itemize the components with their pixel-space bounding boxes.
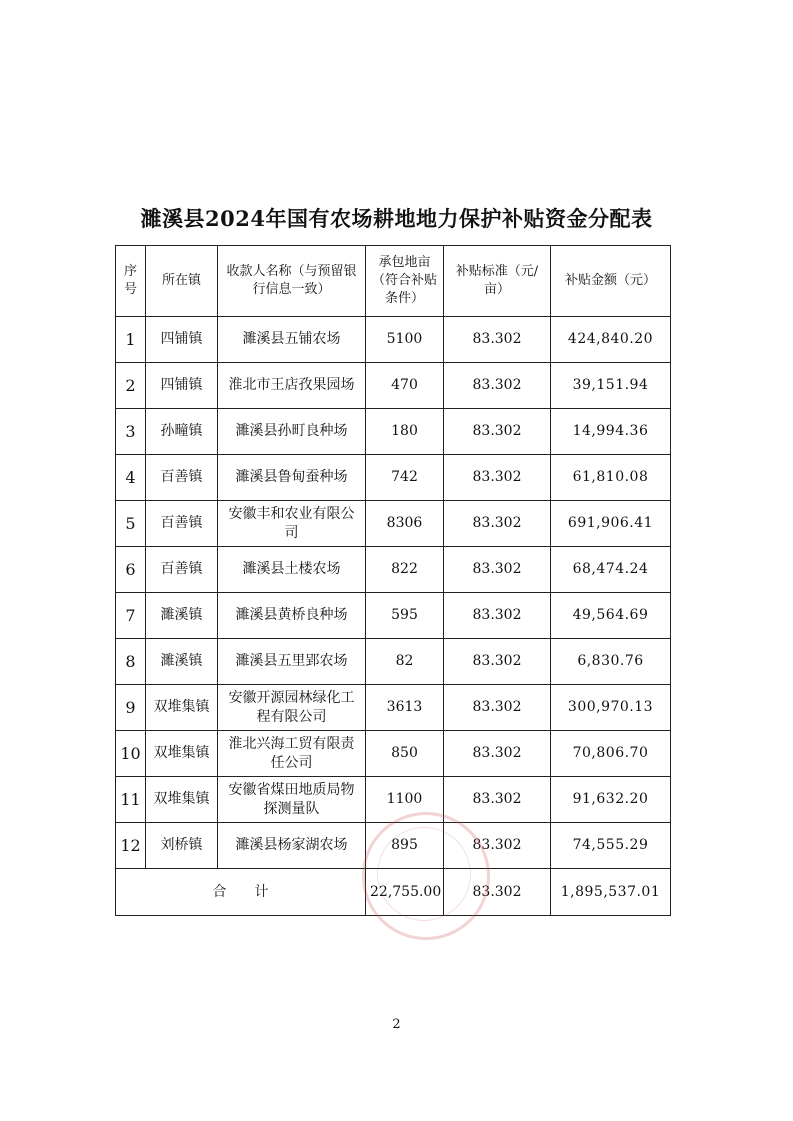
table-row (116, 363, 671, 409)
cell-standard: 83.302 (444, 639, 551, 685)
header-area: 承包地亩（符合补贴条件） (366, 246, 444, 317)
cell-town: 百善镇 (146, 455, 218, 501)
cell-amount: 300,970.13 (551, 685, 671, 731)
cell-standard: 83.302 (444, 501, 551, 547)
header-town: 所在镇 (146, 246, 218, 317)
cell-amount: 39,151.94 (551, 363, 671, 409)
cell-standard: 83.302 (444, 685, 551, 731)
header-payee: 收款人名称（与预留银行信息一致） (218, 246, 366, 317)
cell-payee: 濉溪县黄桥良种场 (218, 593, 366, 639)
table-row (116, 409, 671, 455)
table-row (116, 731, 671, 777)
cell-amount: 6,830.76 (551, 639, 671, 685)
cell-standard: 83.302 (444, 455, 551, 501)
cell-seq: 11 (116, 777, 146, 823)
cell-standard: 83.302 (444, 363, 551, 409)
cell-payee: 淮北市王店孜果园场 (218, 363, 366, 409)
header-amount: 补贴金额（元） (551, 246, 671, 317)
cell-seq: 12 (116, 823, 146, 869)
cell-seq: 4 (116, 455, 146, 501)
cell-payee: 濉溪县杨家湖农场 (218, 823, 366, 869)
cell-amount: 424,840.20 (551, 317, 671, 363)
cell-town: 濉溪镇 (146, 593, 218, 639)
cell-payee: 安徽开源园林绿化工程有限公司 (218, 685, 366, 731)
cell-standard: 83.302 (444, 547, 551, 593)
cell-amount: 691,906.41 (551, 501, 671, 547)
cell-area: 8306 (366, 501, 444, 547)
cell-payee: 濉溪县土楼农场 (218, 547, 366, 593)
cell-payee: 濉溪县五铺农场 (218, 317, 366, 363)
cell-payee: 濉溪县孙町良种场 (218, 409, 366, 455)
cell-standard: 83.302 (444, 823, 551, 869)
table-header-row (116, 246, 671, 317)
cell-town: 双堆集镇 (146, 685, 218, 731)
cell-seq: 3 (116, 409, 146, 455)
cell-town: 孙疃镇 (146, 409, 218, 455)
cell-seq: 7 (116, 593, 146, 639)
cell-town: 濉溪镇 (146, 639, 218, 685)
document-title: 濉溪县2024年国有农场耕地地力保护补贴资金分配表 (140, 206, 653, 231)
table-row (116, 639, 671, 685)
subsidy-table (115, 245, 671, 916)
cell-town: 四铺镇 (146, 363, 218, 409)
table-row (116, 317, 671, 363)
header-seq: 序号 (116, 246, 146, 317)
cell-amount: 49,564.69 (551, 593, 671, 639)
cell-area: 82 (366, 639, 444, 685)
cell-seq: 9 (116, 685, 146, 731)
cell-town: 刘桥镇 (146, 823, 218, 869)
table-row (116, 777, 671, 823)
cell-town: 双堆集镇 (146, 731, 218, 777)
cell-town: 四铺镇 (146, 317, 218, 363)
cell-town: 百善镇 (146, 547, 218, 593)
cell-town: 双堆集镇 (146, 777, 218, 823)
cell-amount: 74,555.29 (551, 823, 671, 869)
cell-town: 百善镇 (146, 501, 218, 547)
table-row (116, 593, 671, 639)
table-row (116, 455, 671, 501)
cell-seq: 10 (116, 731, 146, 777)
cell-payee: 安徽丰和农业有限公司 (218, 501, 366, 547)
table-row (116, 501, 671, 547)
total-row (116, 869, 671, 916)
total-label: 合 计 (116, 869, 366, 916)
cell-seq: 6 (116, 547, 146, 593)
cell-amount: 70,806.70 (551, 731, 671, 777)
cell-area: 850 (366, 731, 444, 777)
cell-area: 822 (366, 547, 444, 593)
cell-amount: 91,632.20 (551, 777, 671, 823)
cell-amount: 61,810.08 (551, 455, 671, 501)
total-amount: 1,895,537.01 (551, 869, 671, 916)
cell-seq: 1 (116, 317, 146, 363)
cell-area: 895 (366, 823, 444, 869)
cell-seq: 2 (116, 363, 146, 409)
cell-area: 1100 (366, 777, 444, 823)
page-number: 2 (392, 1017, 401, 1032)
cell-seq: 8 (116, 639, 146, 685)
cell-area: 742 (366, 455, 444, 501)
cell-standard: 83.302 (444, 731, 551, 777)
cell-standard: 83.302 (444, 777, 551, 823)
cell-standard: 83.302 (444, 409, 551, 455)
total-standard: 83.302 (444, 869, 551, 916)
cell-area: 595 (366, 593, 444, 639)
cell-payee: 濉溪县五里郢农场 (218, 639, 366, 685)
cell-payee: 安徽省煤田地质局物探测量队 (218, 777, 366, 823)
cell-amount: 14,994.36 (551, 409, 671, 455)
table-row (116, 547, 671, 593)
table-row (116, 685, 671, 731)
cell-standard: 83.302 (444, 593, 551, 639)
total-area: 22,755.00 (366, 869, 444, 916)
cell-area: 470 (366, 363, 444, 409)
header-standard: 补贴标准（元/亩） (444, 246, 551, 317)
cell-payee: 淮北兴海工贸有限责任公司 (218, 731, 366, 777)
cell-standard: 83.302 (444, 317, 551, 363)
cell-area: 180 (366, 409, 444, 455)
cell-seq: 5 (116, 501, 146, 547)
cell-area: 3613 (366, 685, 444, 731)
cell-area: 5100 (366, 317, 444, 363)
cell-amount: 68,474.24 (551, 547, 671, 593)
table-row (116, 823, 671, 869)
cell-payee: 濉溪县鲁甸蚕种场 (218, 455, 366, 501)
